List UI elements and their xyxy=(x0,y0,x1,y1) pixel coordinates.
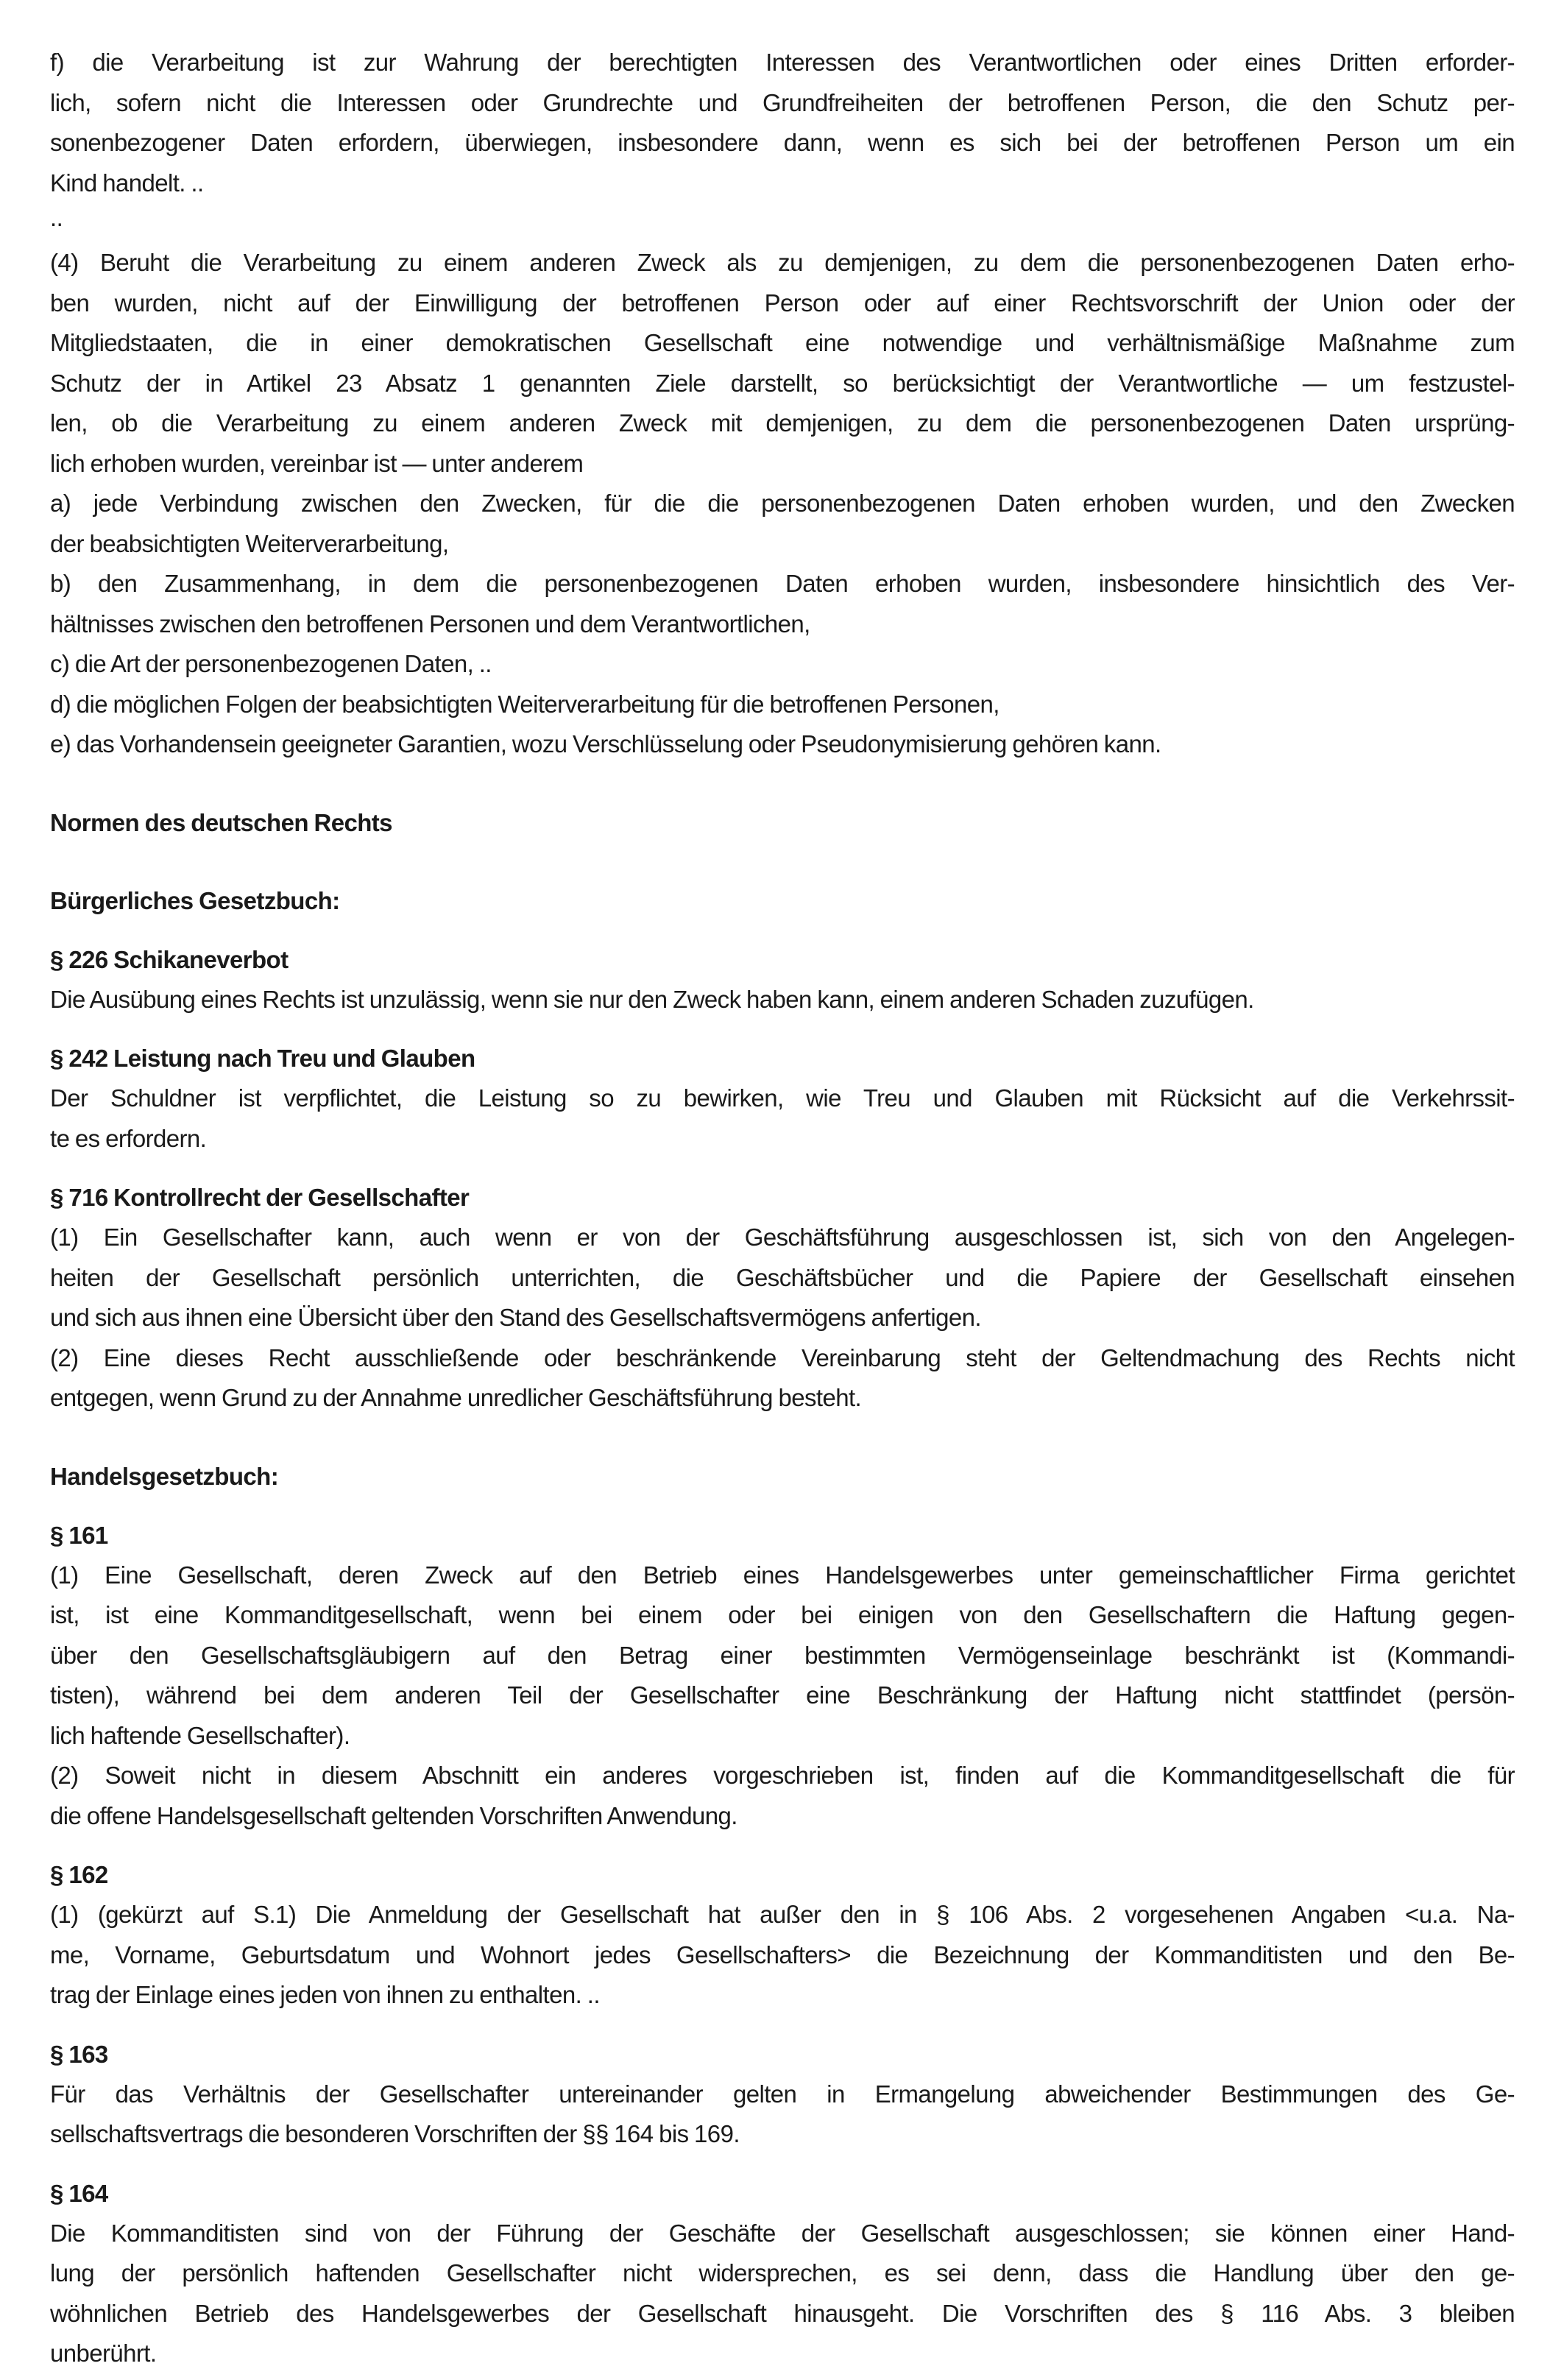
text-line: (1) (gekürzt auf S.1) Die Anmeldung der Gesellschaft hat außer den in § 106 Abs. 2 vorgesehenen Angaben <u.a. Na- xyxy=(50,1901,1515,1928)
list-item-d: d) die möglichen Folgen der beabsichtigten Weiterverarbeitung für die betroffenen Personen, xyxy=(50,690,999,718)
text-line: lich, sofern nicht die Interessen oder Grundrechte und Grundfreiheiten der betroffenen Person, die den Schutz per- xyxy=(50,88,1515,116)
list-item-c: c) die Art der personenbezogenen Daten, .. xyxy=(50,650,492,677)
text-line: (1) Eine Gesellschaft, deren Zweck auf den Betrieb eines Handelsgewerbes unter gemeinschaftlicher Firma gerichtet xyxy=(50,1561,1515,1589)
section-heading: § 164 xyxy=(50,2179,108,2207)
bgb-title: Bürgerliches Gesetzbuch: xyxy=(50,886,340,914)
bgb-section-226 xyxy=(50,940,1515,1020)
text-line: über den Gesellschaftsgläubigern auf den Betrag einer bestimmten Vermögenseinlage beschränkt ist (Kommandi- xyxy=(50,1641,1515,1669)
section-heading: § 242 Leistung nach Treu und Glauben xyxy=(50,1045,475,1072)
text-line: me, Vorname, Geburtsdatum und Wohnort jedes Gesellschafters> die Bezeichnung der Kommanditisten und den Be- xyxy=(50,1941,1515,1968)
bgb-section-242 xyxy=(50,1039,1515,1159)
text-line: tisten), während bei dem anderen Teil der Gesellschafter eine Beschränkung der Haftung nicht stattfindet (persön- xyxy=(50,1681,1515,1709)
list-item-a: a) jede Verbindung zwischen den Zwecken, für die die personenbezogenen Daten erhoben wurden, und den Zwecken xyxy=(50,490,1515,517)
hgb-section-161 xyxy=(50,1516,1515,1837)
text-line: entgegen, wenn Grund zu der Annahme unredlicher Geschäftsführung besteht. xyxy=(50,1384,862,1411)
text-line: Die Ausübung eines Rechts ist unzulässig, wenn sie nur den Zweck haben kann, einem anderen Schaden zuzufügen. xyxy=(50,985,1254,1013)
text-line: Kind handelt. .. xyxy=(50,169,204,197)
text-line: Die Kommanditisten sind von der Führung der Geschäfte der Gesellschaft ausgeschlossen; sie können einer Hand- xyxy=(50,2219,1515,2247)
text-line: die offene Handelsgesellschaft geltenden Vorschriften Anwendung. xyxy=(50,1801,737,1829)
text-line: lich haftende Gesellschafter). xyxy=(50,1721,350,1749)
list-item-b-cont: hältnisses zwischen den betroffenen Personen und dem Verantwortlichen, xyxy=(50,610,810,638)
hgb-title: Handelsgesetzbuch: xyxy=(50,1462,279,1490)
list-item-e: e) das Vorhandensein geeigneter Garantien, wozu Verschlüsselung oder Pseudonymisierung gehören kann. xyxy=(50,730,1161,758)
text-line: ist, ist eine Kommanditgesellschaft, wenn bei einem oder bei einigen von den Gesellschaftern die Haftung gegen- xyxy=(50,1601,1515,1628)
text-line: Mitgliedstaaten, die in einer demokratischen Gesellschaft eine notwendige und verhältnismäßige Maßnahme zum xyxy=(50,329,1515,356)
text-line: unberührt. xyxy=(50,2340,157,2367)
text-line: sonenbezogener Daten erfordern, überwiegen, insbesondere dann, wenn es sich bei der betroffenen Person um ein xyxy=(50,129,1515,156)
text-line: wöhnlichen Betrieb des Handelsgewerbes der Gesellschaft hinausgeht. Die Vorschriften des § 116 Abs. 3 bleiben xyxy=(50,2299,1515,2327)
section-heading: § 161 xyxy=(50,1521,108,1549)
ellipsis-marker: .. xyxy=(50,204,63,231)
paragraph-f xyxy=(50,43,1515,203)
text-line: ben wurden, nicht auf der Einwilligung der betroffenen Person oder auf einer Rechtsvorschrift der Union oder der xyxy=(50,289,1515,317)
text-line: (4) Beruht die Verarbeitung zu einem anderen Zweck als zu demjenigen, zu dem die personenbezogenen Daten erho- xyxy=(50,249,1515,276)
text-line: Schutz der in Artikel 23 Absatz 1 genannten Ziele darstellt, so berücksichtigt der Verantwortliche — um festzustel- xyxy=(50,369,1515,397)
text-line: lung der persönlich haftenden Gesellschafter nicht widersprechen, es sei denn, dass die Handlung über den ge- xyxy=(50,2259,1515,2287)
text-line: te es erfordern. xyxy=(50,1124,207,1152)
text-line: trag der Einlage eines jeden von ihnen zu enthalten. .. xyxy=(50,1981,600,2008)
text-line: (2) Soweit nicht in diesem Abschnitt ein anderes vorgeschrieben ist, finden auf die Kommanditgesellschaft die für xyxy=(50,1762,1515,1789)
hgb-section-163 xyxy=(50,2035,1515,2155)
text-line: (1) Ein Gesellschafter kann, auch wenn er von der Geschäftsführung ausgeschlossen ist, sich von den Angelegen- xyxy=(50,1223,1515,1251)
bgb-section-716 xyxy=(50,1178,1515,1419)
list-item-a-cont: der beabsichtigten Weiterverarbeitung, xyxy=(50,529,449,557)
criteria-list xyxy=(50,484,1515,765)
text-line: lich erhoben wurden, vereinbar ist — unter anderem xyxy=(50,449,584,477)
hgb-section-164 xyxy=(50,2174,1515,2374)
section-heading: § 226 Schikaneverbot xyxy=(50,945,289,973)
list-item-b: b) den Zusammenhang, in dem die personenbezogenen Daten erhoben wurden, insbesondere hinsichtlich des Ver- xyxy=(50,570,1515,597)
hgb-section-162 xyxy=(50,1855,1515,2016)
section-heading: § 162 xyxy=(50,1861,108,1888)
text-line: len, ob die Verarbeitung zu einem anderen Zweck mit demjenigen, zu dem die personenbezogenen Daten ursprüng- xyxy=(50,409,1515,437)
text-line: heiten der Gesellschaft persönlich unterrichten, die Geschäftsbücher und die Papiere der Gesellschaft einsehen xyxy=(50,1263,1515,1291)
text-line: Für das Verhältnis der Gesellschafter untereinander gelten in Ermangelung abweichender Bestimmungen des Ge- xyxy=(50,2080,1515,2108)
paragraph-4 xyxy=(50,243,1515,484)
section-title: Normen des deutschen Rechts xyxy=(50,808,392,836)
text-line: Der Schuldner ist verpflichtet, die Leistung so zu bewirken, wie Treu und Glauben mit Rücksicht auf die Verkehrssit- xyxy=(50,1084,1515,1112)
section-heading: § 716 Kontrollrecht der Gesellschafter xyxy=(50,1184,470,1211)
text-line: und sich aus ihnen eine Übersicht über den Stand des Gesellschaftsvermögens anfertigen. xyxy=(50,1304,981,1331)
text-line: f) die Verarbeitung ist zur Wahrung der berechtigten Interessen des Verantwortlichen oder eines Dritten erforder- xyxy=(50,49,1515,76)
text-line: (2) Eine dieses Recht ausschließende oder beschränkende Vereinbarung steht der Geltendmachung des Rechts nicht xyxy=(50,1343,1515,1371)
section-heading: § 163 xyxy=(50,2040,108,2068)
document-page xyxy=(50,43,1515,2374)
text-line: sellschaftsvertrags die besonderen Vorschriften der §§ 164 bis 169. xyxy=(50,2120,740,2147)
